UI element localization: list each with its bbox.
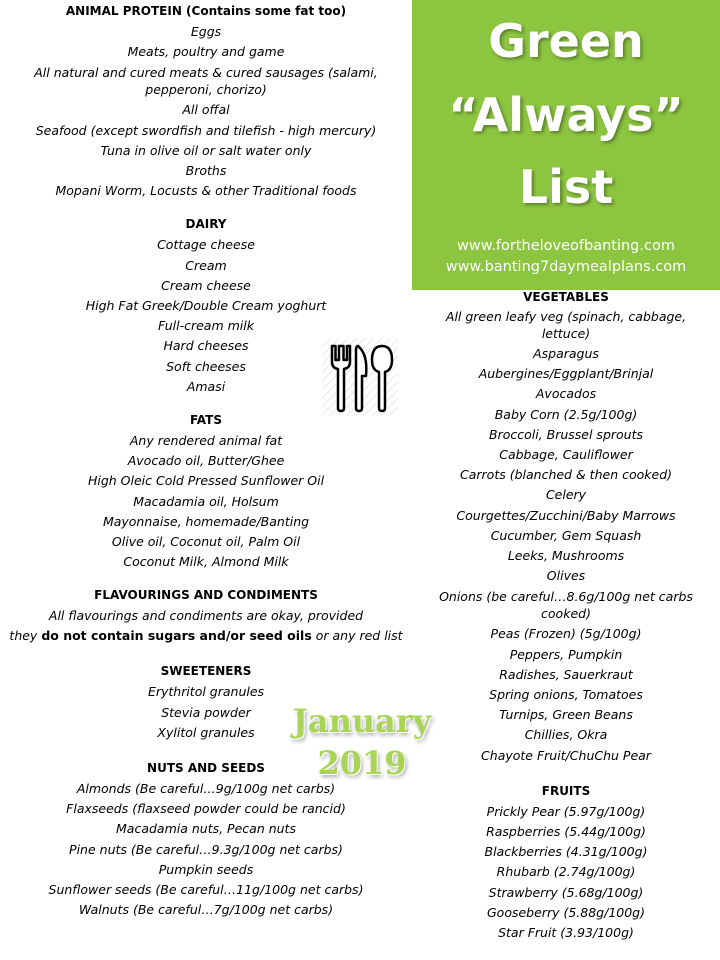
list-item: Gooseberry (5.88g/100g) bbox=[487, 904, 645, 920]
list-item: Chillies, Okra bbox=[524, 727, 608, 743]
list-item: Walnuts (Be careful…7g/100g net carbs) bbox=[78, 902, 334, 918]
list-item: Leeks, Mushrooms bbox=[507, 548, 625, 564]
list-item: Flaxseeds (flaxseed powder could be rancid) bbox=[66, 801, 346, 817]
list-item: Chayote Fruit/ChuChu Pear bbox=[481, 747, 651, 763]
flavourings-heading: FLAVOURINGS AND CONDIMENTS bbox=[94, 588, 318, 603]
flavourings-line-2-end: or any red list bbox=[311, 628, 403, 644]
list-item: High Oleic Cold Pressed Sunflower Oil bbox=[87, 473, 325, 489]
right-column bbox=[412, 290, 720, 943]
vegetables-section bbox=[412, 290, 720, 766]
list-item: Eggs bbox=[190, 24, 222, 39]
fats-heading: FATS bbox=[189, 413, 222, 428]
nuts-section bbox=[0, 761, 412, 920]
list-item: All natural and cured meats & cured sausages (salami, pepperoni, chorizo) bbox=[34, 65, 378, 98]
animal-protein-section bbox=[0, 4, 412, 201]
list-item: Strawberry (5.68g/100g) bbox=[488, 884, 644, 900]
flavourings-line-1: All flavourings and condiments are okay, provided bbox=[48, 608, 364, 624]
list-item: Cream cheese bbox=[161, 277, 251, 293]
list-item: Mayonnaise, homemade/Banting bbox=[102, 513, 310, 529]
flavourings-section bbox=[0, 588, 412, 646]
list-item: Hard cheeses bbox=[163, 338, 249, 354]
title-line-3: List bbox=[518, 160, 614, 214]
list-item: Onions (be careful…8.6g/100g net carbs cooked) bbox=[439, 589, 693, 622]
list-item: Pine nuts (Be careful…9.3g/100g net carbs) bbox=[69, 841, 343, 857]
list-item: Macadamia oil, Holsum bbox=[133, 493, 279, 509]
list-item: Broccoli, Brussel sprouts bbox=[488, 426, 644, 442]
list-item: Rhubarb (2.74g/100g) bbox=[496, 864, 636, 880]
list-item: Amasi bbox=[186, 378, 226, 394]
list-item: All offal bbox=[182, 102, 230, 118]
list-item: High Fat Greek/Double Cream yoghurt bbox=[85, 298, 327, 314]
list-item: Sunflower seeds (Be careful…11g/100g net carbs) bbox=[48, 882, 364, 898]
list-item: Soft cheeses bbox=[166, 358, 246, 374]
list-item: Peas (Frozen) (5g/100g) bbox=[490, 626, 642, 642]
fork-knife-spoon-icon bbox=[322, 338, 398, 416]
list-item: Raspberries (5.44g/100g) bbox=[486, 824, 646, 840]
list-item: Avocado oil, Butter/Ghee bbox=[127, 453, 285, 469]
list-item: Cabbage, Cauliflower bbox=[499, 447, 633, 463]
list-item: Asparagus bbox=[533, 346, 599, 361]
list-item: Courgettes/Zucchini/Baby Marrows bbox=[456, 507, 676, 523]
list-item: Any rendered animal fat bbox=[129, 433, 283, 449]
list-item: Full-cream milk bbox=[158, 318, 254, 334]
website-link-1[interactable]: www.fortheloveofbanting.com bbox=[457, 238, 675, 254]
list-item: Cucumber, Gem Squash bbox=[490, 527, 642, 543]
list-item: Peppers, Pumpkin bbox=[509, 646, 623, 662]
list-item: Erythritol granules bbox=[147, 684, 265, 700]
list-item: Xylitol granules bbox=[157, 724, 255, 740]
list-item: Radishes, Sauerkraut bbox=[499, 666, 633, 682]
date-year: 2019 bbox=[317, 744, 407, 782]
list-item: Mopani Worm, Locusts & other Traditional foods bbox=[55, 183, 357, 199]
list-item: Celery bbox=[545, 487, 587, 503]
title-line-2: “Always” bbox=[448, 88, 684, 142]
list-item: Olive oil, Coconut oil, Palm Oil bbox=[111, 534, 301, 550]
fruits-heading: FRUITS bbox=[541, 783, 591, 798]
animal-protein-heading: ANIMAL PROTEIN (Contains some fat too) bbox=[65, 4, 347, 18]
list-item: Star Fruit (3.93/100g) bbox=[498, 925, 634, 941]
list-item: Avocados bbox=[535, 386, 597, 402]
list-item: Cream bbox=[185, 257, 227, 273]
list-item: Coconut Milk, Almond Milk bbox=[123, 554, 289, 570]
list-item: Turnips, Green Beans bbox=[499, 707, 633, 723]
list-item: Aubergines/Eggplant/Brinjal bbox=[478, 366, 654, 382]
list-item: Spring onions, Tomatoes bbox=[489, 687, 643, 703]
fruits-section bbox=[412, 784, 720, 943]
nuts-heading: NUTS AND SEEDS bbox=[147, 761, 265, 776]
list-item: Blackberries (4.31g/100g) bbox=[484, 844, 648, 860]
flavourings-warning: do not contain sugars and/or seed oils bbox=[41, 628, 312, 644]
list-item: Stevia powder bbox=[161, 704, 251, 720]
flavourings-line-2 bbox=[0, 626, 412, 646]
list-item: Meats, poultry and game bbox=[127, 44, 285, 60]
list-item: Broths bbox=[185, 163, 227, 179]
list-item: Pumpkin seeds bbox=[158, 861, 254, 877]
list-item: Cottage cheese bbox=[157, 237, 255, 253]
list-item: All green leafy veg (spinach, cabbage, lettuce) bbox=[445, 309, 687, 341]
title-line-1: Green bbox=[488, 14, 644, 68]
vegetables-heading: VEGETABLES bbox=[523, 290, 609, 304]
date-month: January bbox=[292, 702, 432, 740]
list-item: Prickly Pear (5.97g/100g) bbox=[486, 803, 646, 819]
dairy-heading: DAIRY bbox=[185, 217, 227, 232]
list-item: Olives bbox=[546, 568, 586, 584]
list-item: Tuna in olive oil or salt water only bbox=[100, 142, 312, 158]
list-item: Baby Corn (2.5g/100g) bbox=[494, 406, 638, 422]
list-item: Seafood (except swordfish and tilefish - high mercury) bbox=[35, 122, 377, 138]
list-item: Almonds (Be careful…9g/100g net carbs) bbox=[76, 781, 336, 797]
fats-section bbox=[0, 413, 412, 572]
title-banner bbox=[412, 0, 720, 290]
flavourings-line-2-start: they bbox=[9, 628, 42, 644]
sweeteners-heading: SWEETENERS bbox=[160, 664, 252, 679]
list-item: Carrots (blanched & then cooked) bbox=[460, 467, 672, 483]
list-item: Macadamia nuts, Pecan nuts bbox=[116, 821, 296, 837]
website-link-2[interactable]: www.banting7daymealplans.com bbox=[445, 259, 687, 275]
